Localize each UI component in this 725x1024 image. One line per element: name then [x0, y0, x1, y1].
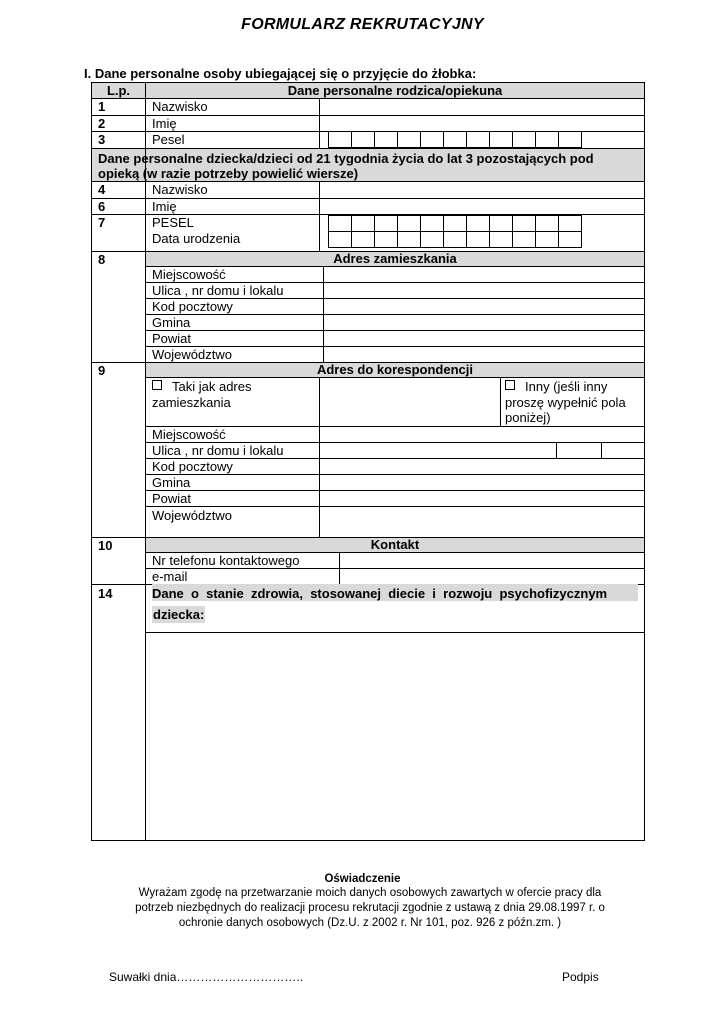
address-voivodeship-input[interactable] — [324, 347, 644, 362]
child-surname-input[interactable] — [320, 182, 644, 198]
divider — [601, 442, 602, 458]
parent-surname-label: Nazwisko — [152, 99, 208, 114]
row-number: 3 — [98, 132, 106, 147]
row-number: 14 — [98, 586, 113, 601]
child-firstname-label: Imię — [152, 199, 177, 214]
correspondence-header: Adres do korespondencji — [316, 362, 474, 377]
contact-header: Kontakt — [370, 537, 420, 552]
corr-voivodeship-input[interactable] — [320, 507, 644, 537]
corr-postcode-label: Kod pocztowy — [152, 459, 233, 474]
parent-surname-input[interactable] — [320, 99, 644, 115]
option-other-address-line2: proszę wypełnić pola — [505, 395, 626, 410]
corr-postcode-input[interactable] — [320, 459, 644, 474]
child-birthdate-boxes[interactable] — [328, 231, 582, 248]
child-pesel-label: PESEL — [152, 215, 194, 230]
parent-pesel-boxes[interactable] — [328, 131, 582, 148]
corr-city-label: Miejscowość — [152, 427, 226, 442]
option-same-address-line2: zamieszkania — [152, 395, 231, 410]
row-line — [92, 148, 644, 149]
option-other-address-line3: poniżej) — [505, 410, 551, 425]
corr-commune-input[interactable] — [320, 475, 644, 490]
statement-title: Oświadczenie — [324, 873, 401, 885]
checkbox-icon[interactable] — [505, 380, 515, 390]
form-title: FORMULARZ REKRUTACYJNY — [241, 16, 484, 33]
corr-voivodeship-label: Województwo — [152, 508, 232, 523]
corr-street-input[interactable] — [320, 443, 556, 458]
row-number: 6 — [98, 199, 106, 214]
corr-street-label: Ulica , nr domu i lokalu — [152, 443, 284, 458]
parent-firstname-input[interactable] — [320, 116, 644, 131]
address-street-input[interactable] — [324, 283, 644, 298]
child-firstname-input[interactable] — [320, 199, 644, 214]
corr-city-input[interactable] — [320, 427, 644, 442]
health-input[interactable] — [146, 633, 644, 840]
address-header: Adres zamieszkania — [333, 251, 457, 266]
child-birthdate-label: Data urodzenia — [152, 231, 241, 246]
phone-input[interactable] — [340, 553, 644, 568]
option-other-address[interactable]: Inny (jeśli inny — [505, 379, 607, 394]
row-number: 7 — [98, 215, 106, 230]
address-postcode-label: Kod pocztowy — [152, 299, 233, 314]
col-lp-header: L.p. — [106, 83, 131, 98]
address-voivodeship-label: Województwo — [152, 347, 232, 362]
statement-line1: Wyrażam zgodę na przetwarzanie moich danych osobowych zawartych w ofercie pracy dla — [138, 887, 602, 899]
option-same-address[interactable]: Taki jak adres — [152, 379, 251, 394]
row-number: 9 — [98, 363, 106, 378]
col-parent-header: Dane personalne rodzica/opiekuna — [287, 83, 503, 98]
address-commune-label: Gmina — [152, 315, 191, 330]
child-header-line1: Dane personalne dziecka/dzieci od 21 tygodnia życia do lat 3 pozostających pod — [98, 151, 594, 166]
address-city-label: Miejscowość — [152, 267, 226, 282]
address-street-label: Ulica , nr domu i lokalu — [152, 283, 284, 298]
row-number: 8 — [98, 252, 106, 267]
email-input[interactable] — [340, 569, 644, 584]
health-label-line1: Dane o stanie zdrowia, stosowanej diecie i rozwoju psychofizycznym — [152, 584, 638, 601]
signature-label: Podpis — [562, 970, 599, 984]
child-pesel-boxes[interactable] — [328, 215, 582, 232]
statement-line2: potrzeb niezbędnych do realizacji procesu rekrutacji zgodnie z ustawą z dnia 29.08.1997 r. o — [135, 902, 605, 914]
address-district-input[interactable] — [324, 331, 644, 346]
place-date: Suwałki dnia………………………….. — [109, 970, 304, 984]
child-surname-label: Nazwisko — [152, 182, 208, 197]
address-district-label: Powiat — [152, 331, 192, 346]
corr-district-input[interactable] — [320, 491, 644, 506]
child-header-line2: opieką (w razie potrzeby powielić wiersze) — [98, 166, 359, 181]
phone-label: Nr telefonu kontaktowego — [152, 553, 300, 568]
row-number: 4 — [98, 182, 106, 197]
address-city-input[interactable] — [324, 267, 644, 282]
corr-commune-label: Gmina — [152, 475, 191, 490]
row-number: 1 — [98, 99, 106, 114]
health-label-line2: dziecka: — [153, 607, 205, 622]
email-label: e-mail — [152, 569, 188, 584]
section-heading: I. Dane personalne osoby ubiegającej się o przyjęcie do żłobka: — [84, 66, 477, 81]
divider — [500, 377, 501, 426]
parent-pesel-label: Pesel — [152, 132, 185, 147]
corr-district-label: Powiat — [152, 491, 192, 506]
parent-firstname-label: Imię — [152, 116, 177, 131]
address-commune-input[interactable] — [324, 315, 644, 330]
row-line — [146, 377, 644, 378]
row-number: 2 — [98, 116, 106, 131]
statement-line3: ochronie danych osobowych (Dz.U. z 2002 r. Nr 101, poz. 926 z późn.zm. ) — [178, 917, 562, 929]
address-postcode-input[interactable] — [324, 299, 644, 314]
divider — [556, 442, 557, 458]
checkbox-icon[interactable] — [152, 380, 162, 390]
row-number: 10 — [98, 538, 113, 553]
